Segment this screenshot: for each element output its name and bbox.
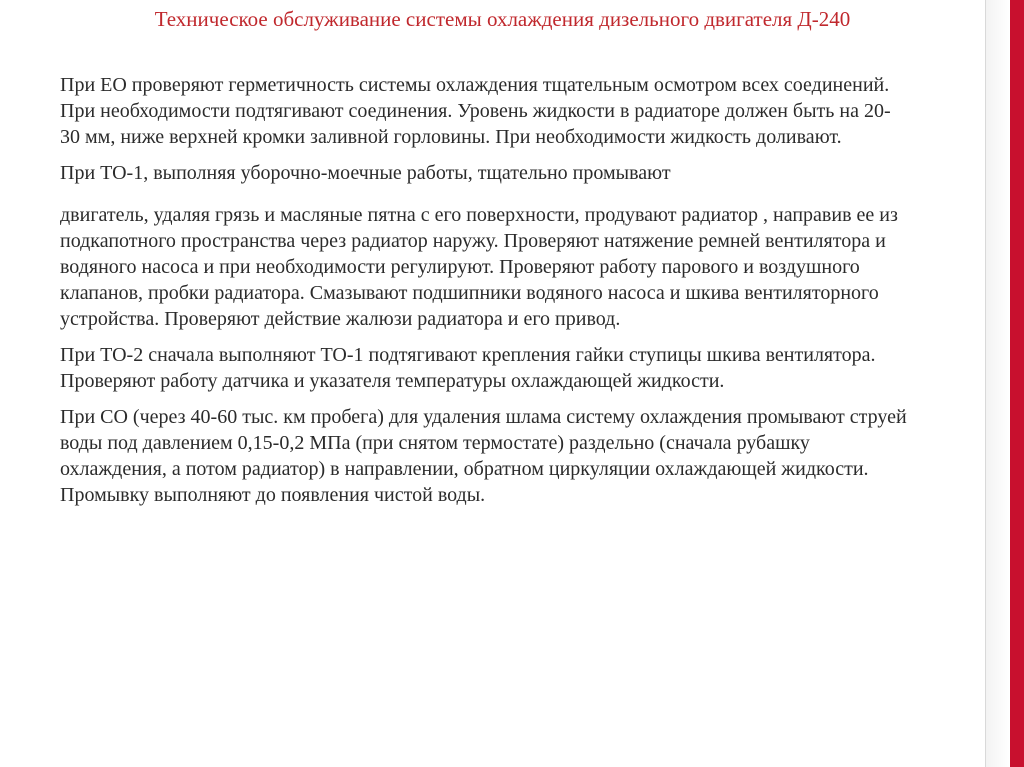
accent-bar xyxy=(1010,0,1024,767)
slide-edge-line xyxy=(985,0,986,767)
paragraph-so: При СО (через 40-60 тыс. км пробега) для удаления шлама систему охлаждения промывают струей воды под давлением 0,15-0,2 МПа (при снятом термостате) раздельно (сначала рубашку охлаждения, а потом радиатор) в направлении, обратном циркуляции охлаждающей жидкости. Промывку выполняют до появления чистой воды. xyxy=(60,406,907,506)
paragraph-eo: При ЕО проверяют герметичность системы охлаждения тщательным осмотром всех соединений. При необходимости подтягивают соединения. Уровень жидкости в радиаторе должен быть на 20-30 мм, ниже верхней кромки заливной горловины. При необходимости жидкость доливают. xyxy=(60,74,891,148)
paragraph-to2: При ТО-2 сначала выполняют ТО-1 подтягивают крепления гайки ступицы шкива вентилятора. Проверяют работу датчика и указателя температуры охлаждающей жидкости. xyxy=(60,344,876,392)
slide-title: Техническое обслуживание системы охлаждения дизельного двигателя Д-240 xyxy=(154,7,851,31)
paragraph-to1-intro: При ТО-1, выполняя уборочно-моечные работы, тщательно промывают xyxy=(60,162,671,184)
paragraph-to1-details: двигатель, удаляя грязь и масляные пятна с его поверхности, продувают радиатор , направив ее из подкапотного пространства через радиатор наружу. Проверяют натяжение ремней вентилятора и водяного насоса и при необходимости регулируют. Проверяют работу парового и воздушного клапанов, пробки радиатора. Смазывают подшипники водяного насоса и шкива вентиляторного устройства. Проверяют действие жалюзи радиатора и его привод. xyxy=(60,204,898,330)
slide-body xyxy=(60,72,910,508)
slide-edge-shadow xyxy=(986,0,1010,767)
